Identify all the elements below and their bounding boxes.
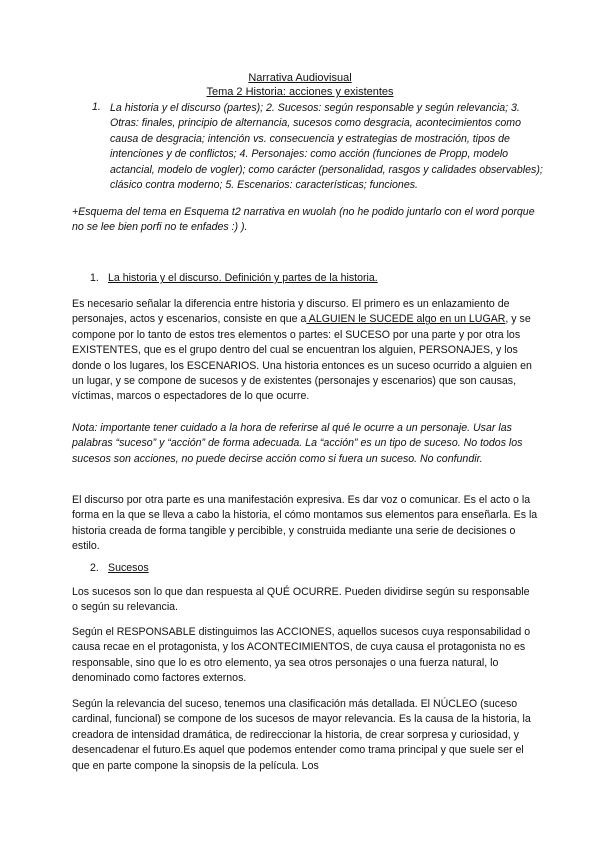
underlined-phrase: ALGUIEN le SUCEDE algo en un LUGAR [306,313,506,326]
section-number: 2. [90,562,99,574]
document-title: Narrativa Audiovisual [248,72,352,84]
document-subtitle: Tema 2 Historia: acciones y existentes [206,86,394,98]
outline-list: La historia y el discurso (partes); 2. Sucesos: según responsable y según relevancia; 3. Otras: finales, principio de alternancia, sucesos como desgracia, acontecimientos como causa de desgracia; intención vs. consecuencia y estrategias de mostración, tipos de intenciones y de conflictos; 4. Personajes: como acción (funciones de Propp, modelo actancial, modelo de vogler); como carácter (personalidad, rasgos y calidades observables); clásico contra moderno; 5. Escenarios: características; funciones. [110,102,543,192]
paragraph-text: , y se compone por lo tanto de estos tres elementos o partes: el SUCESO por una parte y por otra los EXISTENTES, que es el grupo dentro del cual se encuentran los alguien, PERSONAJES, y los donde o los lugares, los ESCENARIOS. Una historia entonces es un suceso ocurrido a alguien en un lugar, y se compone de sucesos y de existentes (personajes y escenarios) que son causas, víctimas, marcos o espectadores de lo que ocurre. [72,313,532,403]
paragraph-sucesos-responsable: Según el RESPONSABLE distinguimos las ACCIONES, aquellos sucesos cuya responsabilidad o causa recae en el protagonista, y los ACONTECIMIENTOS, de cuya causa el protagonista no es responsable, sino que lo es otro elemento, ya sea otros personajes o una fuerza natural, lo denominado como factores externos. [72,626,531,685]
section-title: La historia y el discurso. Definición y partes de la historia. [108,272,378,284]
paragraph-discurso: El discurso por otra parte es una manifestación expresiva. Es dar voz o comunicar. Es el acto o la forma en la que se lleva a cabo la historia, el cómo montamos sus elementos para enseñarla. Es la historia creada de forma tangible y percibible, y construida mediante una serie de decisiones o estilo. [72,494,538,553]
section-number: 1. [90,272,99,284]
paragraph-historia-definicion [72,297,538,405]
outline-note: +Esquema del tema en Esquema t2 narrativa en wuolah (no he podido juntarlo con el word porque no se lee bien porfi no te enfades :) ). [72,206,535,234]
paragraph-sucesos-intro: Los sucesos son lo que dan respuesta al QUÉ OCURRE. Pueden dividirse según su responsable o según su relevancia. [72,586,530,614]
paragraph-nota: Nota: importante tener cuidado a la hora de referirse al qué le ocurre a un personaje. Usar las palabras “suceso” y “acción” de forma adecuada. La “acción” es un tipo de suceso. No todos los sucesos son acciones, no puede decirse acción como si fuera un suceso. No confundir. [72,422,523,465]
outline-number: 1. [92,101,101,113]
section-heading-historia [90,272,378,284]
section-heading-sucesos [90,562,149,574]
paragraph-text: Es necesario señalar la diferencia entre historia y discurso. El primero es un enlazamiento de personajes, actos y escenarios, consiste en que a [72,298,510,326]
paragraph-sucesos-relevancia: Según la relevancia del suceso, tenemos una clasificación más detallada. El NÚCLEO (suceso cardinal, funcional) se compone de los sucesos de mayor relevancia. Es la causa de la historia, la creadora de intensidad dramática, de redireccionar la historia, de crear sorpresa y curiosidad, y desencadenar el futuro.Es aquel que podemos entender como trama principal y que suele ser el que en parte compone la sinopsis de la película. Los [72,698,531,772]
section-title: Sucesos [108,562,149,574]
